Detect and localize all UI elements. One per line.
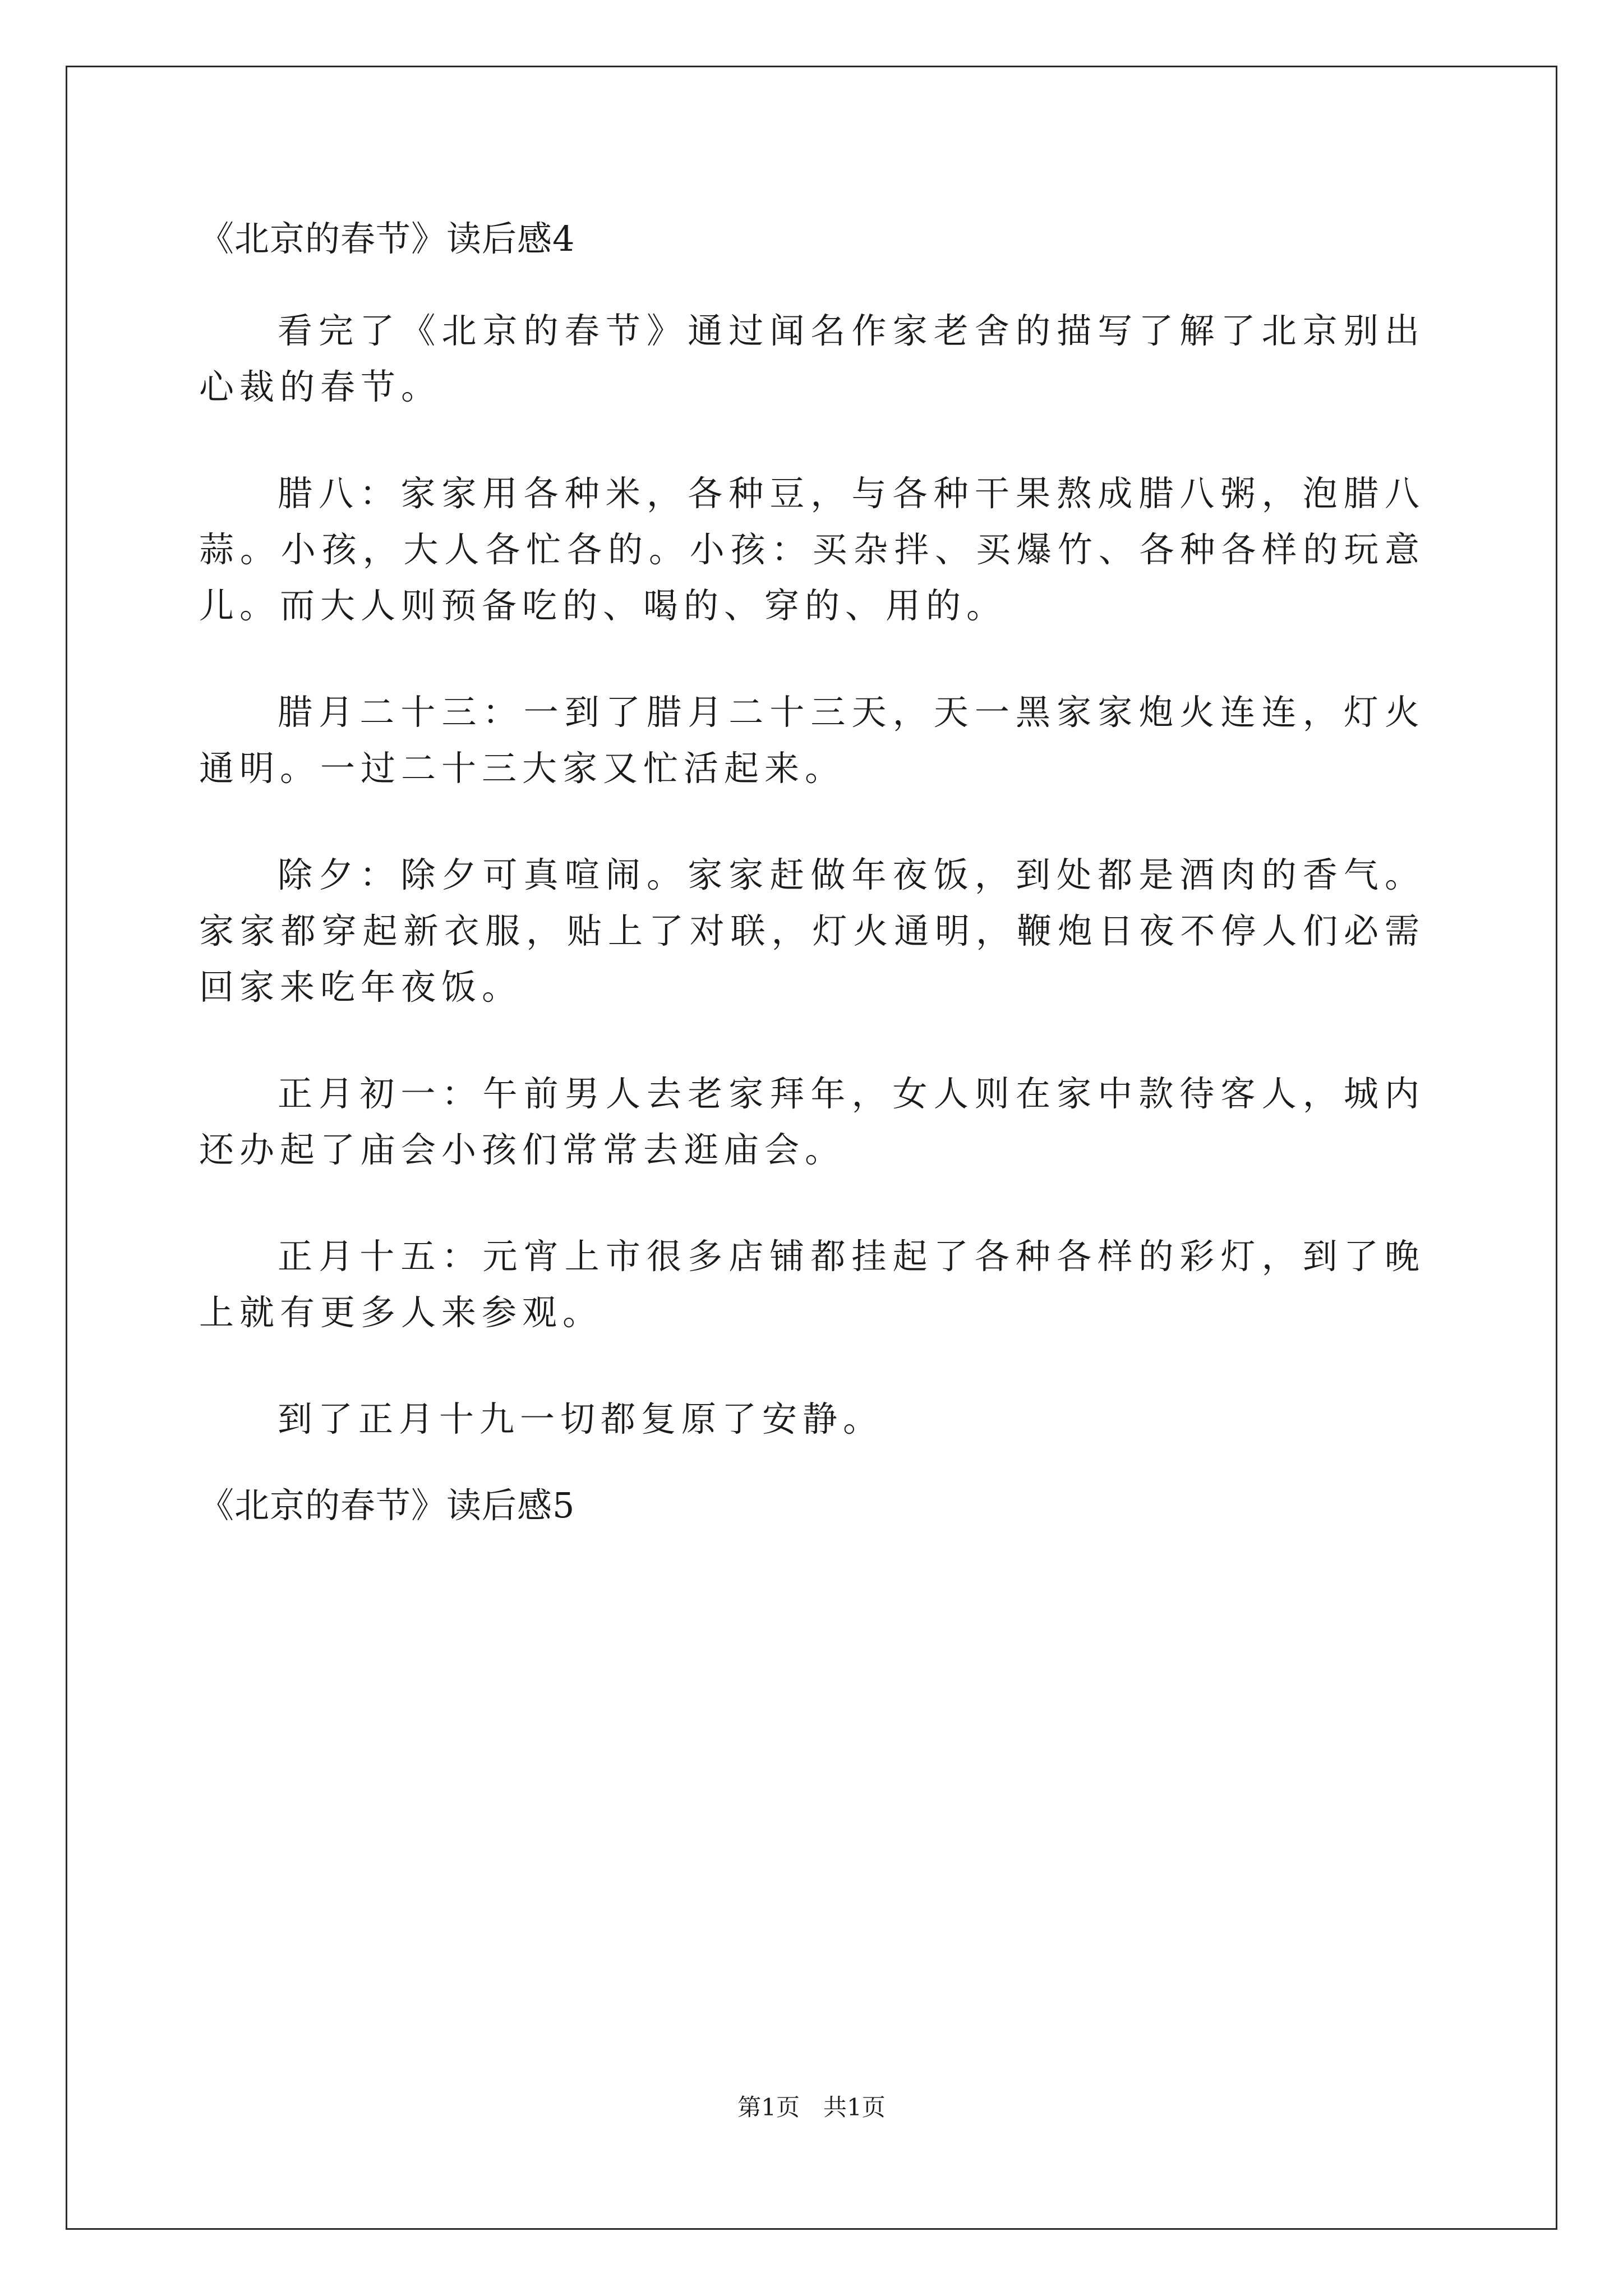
section-heading: 《北京的春节》读后感5 [199,1485,575,1526]
document-body [199,214,1425,1570]
paragraph: 正月初一：午前男人去老家拜年，女人则在家中款待客人，城内还办起了庙会小孩们常常去逛庙会。 [199,1073,1425,1170]
paragraph: 看完了《北京的春节》通过闻名作家老舍的描写了解了北京别出心裁的春节。 [199,310,1425,407]
page-footer: 第1页 共1页 [737,2093,886,2121]
paragraph: 到了正月十九一切都复原了安静。 [278,1398,884,1439]
paragraph: 除夕：除夕可真喧闹。家家赶做年夜饭，到处都是酒肉的香气。家家都穿起新衣服，贴上了对联，灯火通明，鞭炮日夜不停人们必需回家来吃年夜饭。 [199,854,1425,1007]
paragraph: 腊八：家家用各种米，各种豆，与各种干果熬成腊八粥，泡腊八蒜。小孩，大人各忙各的。小孩：买杂拌、买爆竹、各种各样的玩意儿。而大人则预备吃的、喝的、穿的、用的。 [199,473,1425,626]
paragraph: 正月十五：元宵上市很多店铺都挂起了各种各样的彩灯，到了晚上就有更多人来参观。 [199,1236,1425,1333]
paragraph: 腊月二十三：一到了腊月二十三天，天一黑家家炮火连连，灯火通明。一过二十三大家又忙活起来。 [199,692,1425,789]
section-heading: 《北京的春节》读后感4 [199,218,575,259]
